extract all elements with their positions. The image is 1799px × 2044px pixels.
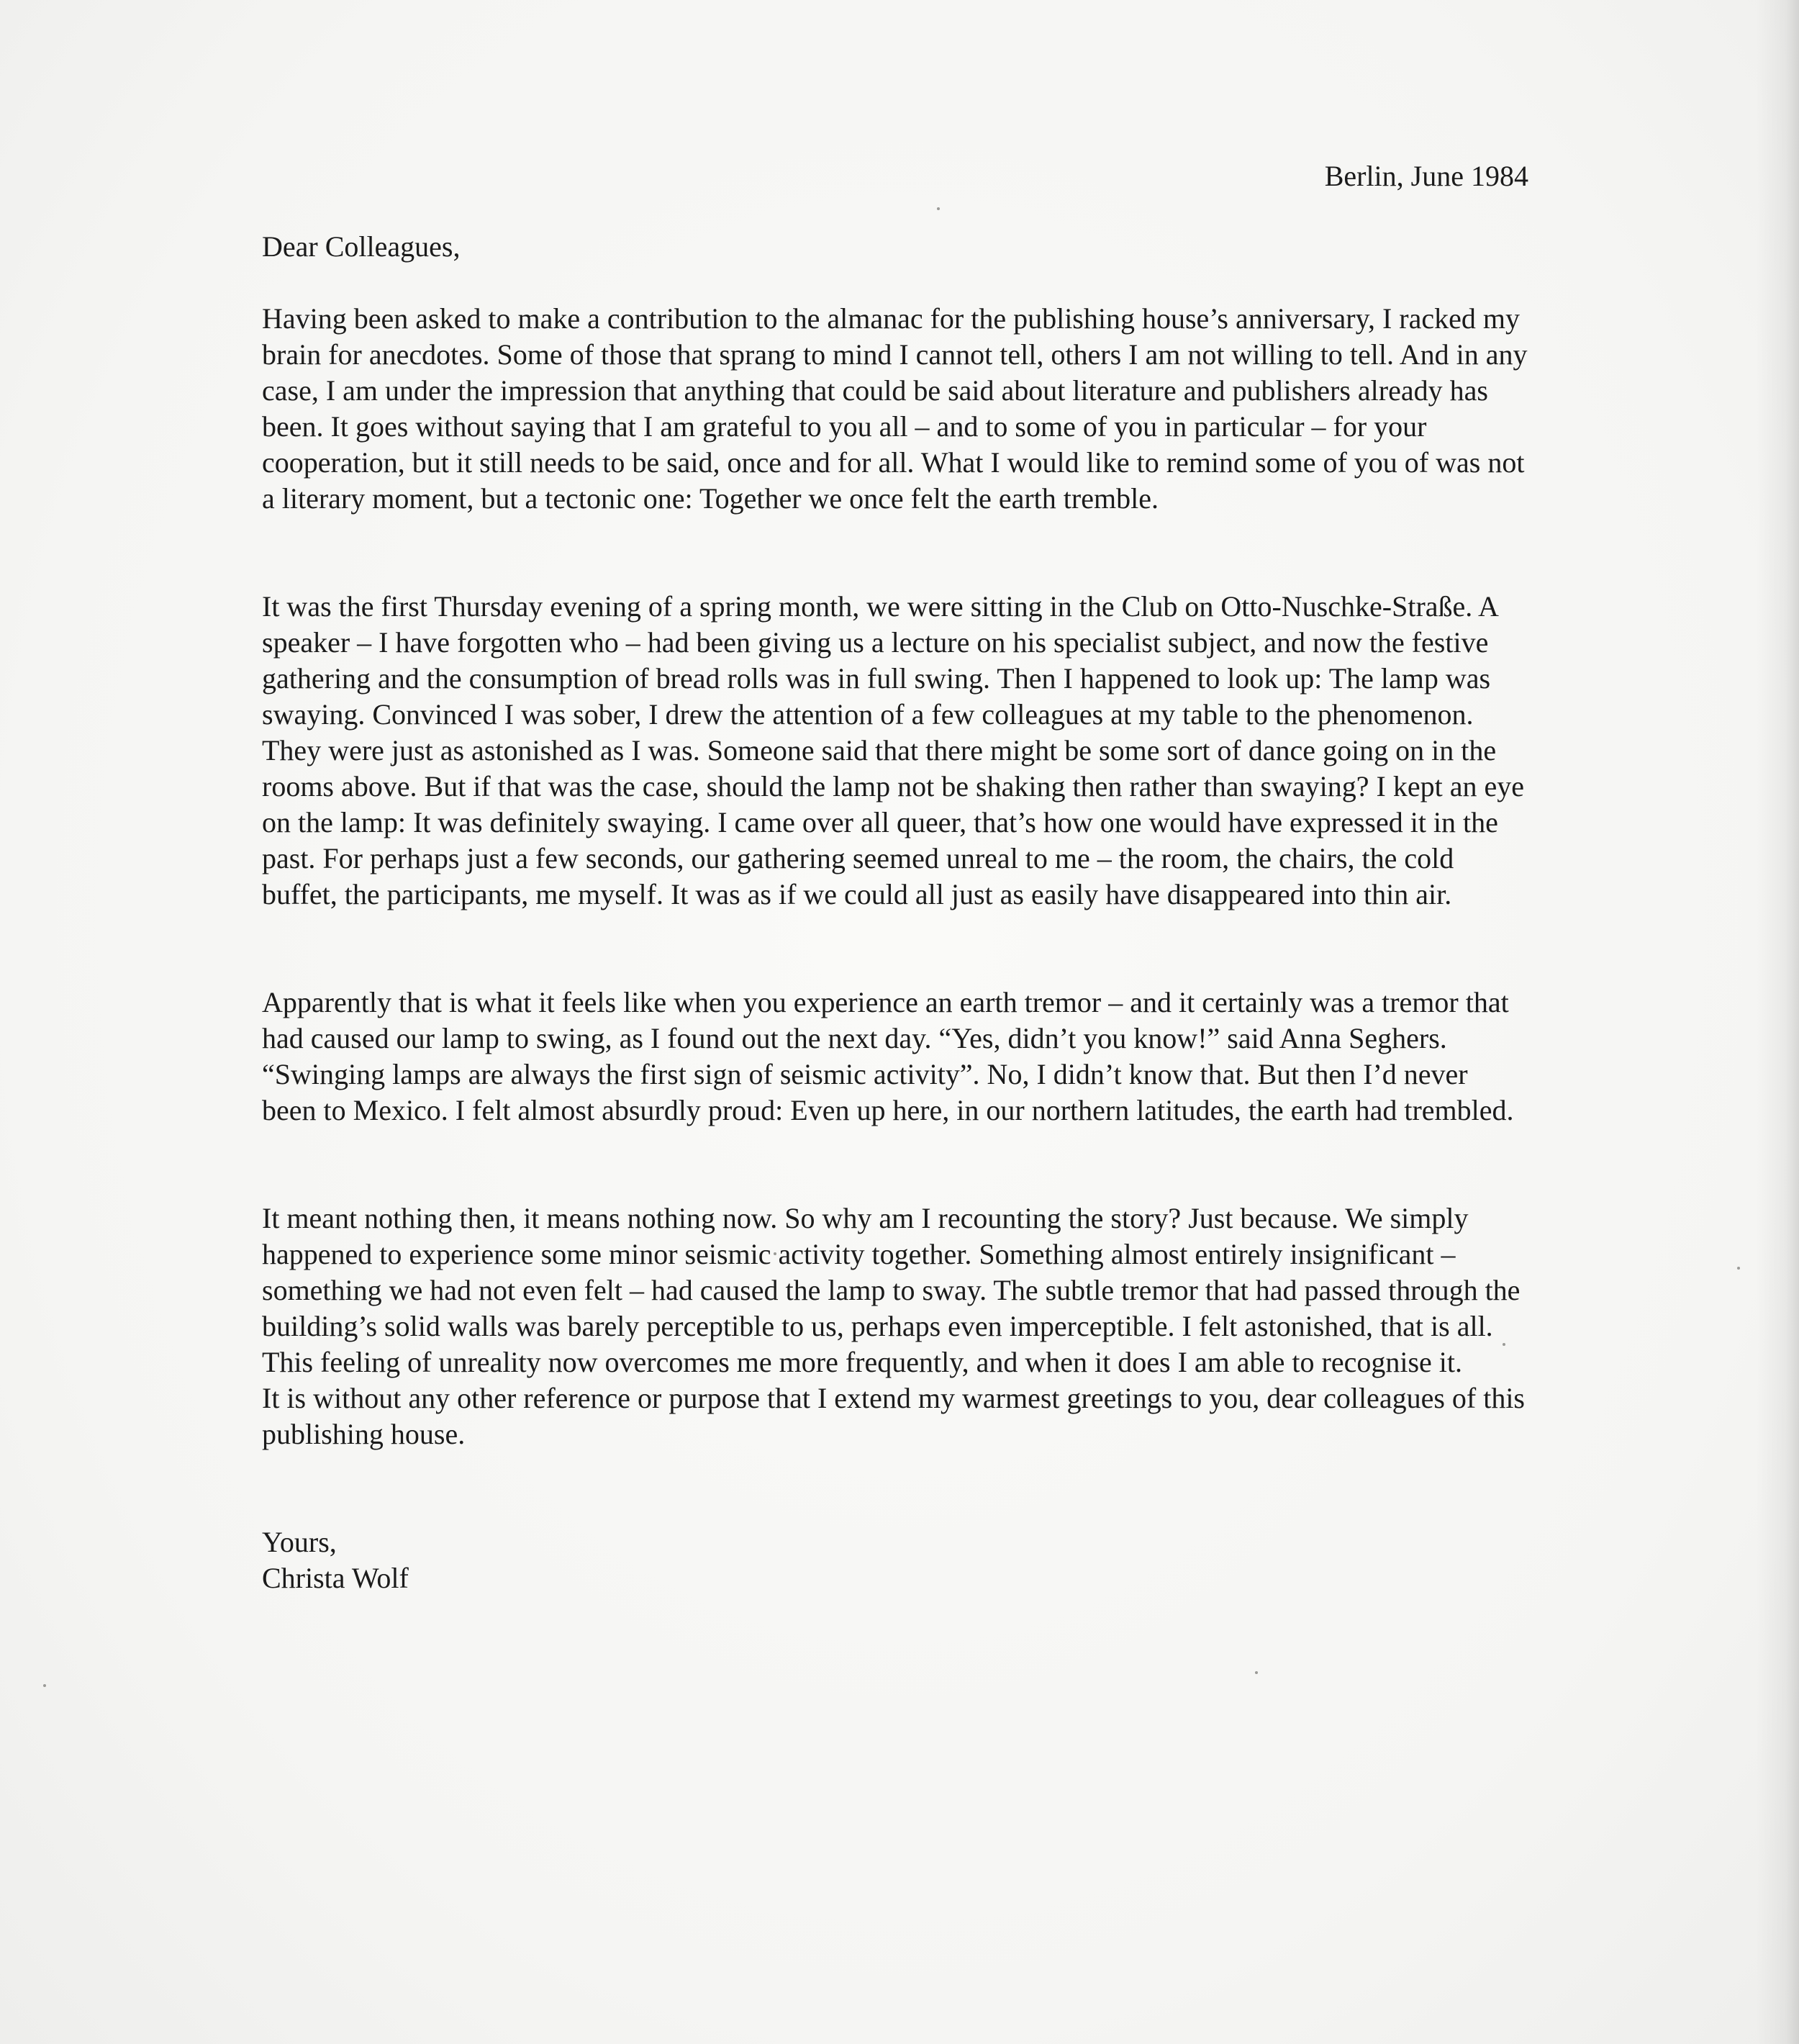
letter-body — [262, 158, 1528, 1596]
signature-name: Christa Wolf — [262, 1562, 409, 1594]
paragraph-1: Having been asked to make a contribution to the almanac for the publishing house’s anniversary, I racked my brain for anecdotes. Some of those that sprang to mind I cannot tell, others I am not willing to tell. And in any case, I am under the impression that anything that could be said about literature and publishers already has been. It goes without saying that I am grateful to you all – and to some of you in particular – for your cooperation, but it still needs to be said, once and for all. What I would like to remind some of you of was not a literary moment, but a tectonic one: Together we once felt the earth tremble. — [262, 302, 1528, 515]
paragraph-gap — [262, 1452, 1528, 1524]
paragraph-gap — [262, 517, 1528, 589]
letter-date: Berlin, June 1984 — [1324, 160, 1528, 192]
scan-speck — [1737, 1267, 1740, 1270]
paragraph-2: It was the first Thursday evening of a spring month, we were sitting in the Club on Otto-Nuschke-Straße. A speaker – I have forgotten who – had been giving us a lecture on his specialist subject, and now the festive gathering and the consumption of bread rolls was in full swing. Then I happened to look up: The lamp was swaying. Convinced I was sober, I drew the attention of a few colleagues at my table to the phenomenon. They were just as astonished as I was. Someone said that there might be some sort of dance going on in the rooms above. But if that was the case, should the lamp not be shaking then rather than swaying? I kept an eye on the lamp: It was definitely swaying. I came over all queer, that’s how one would have expressed it in the past. For perhaps just a few seconds, our gathering seemed unreal to me – the room, the chairs, the cold buffet, the participants, me myself. It was as if we could all just as easily have disappeared into thin air. — [262, 590, 1524, 910]
salutation: Dear Colleagues, — [262, 230, 461, 263]
paragraph-gap — [262, 913, 1528, 985]
paragraph-3: Apparently that is what it feels like when you experience an earth tremor – and it certainly was a tremor that had caused our lamp to swing, as I found out the next day. “Yes, didn’t you know!” said Anna Seghers. “Swinging lamps are always the first sign of seismic activity”. No, I didn’t know that. But then I’d never been to Mexico. I felt almost absurdly proud: Even up here, in our northern latitudes, the earth had trembled. — [262, 986, 1514, 1126]
paragraph-4: It meant nothing then, it means nothing now. So why am I recounting the story? Just because. We simply happened to experience some minor seismic activity together. Something almost entirely insignificant – something we had not even felt – had caused the lamp to sway. The subtle tremor that had passed through the building’s solid walls was barely perceptible to us, perhaps even imperceptible. I felt astonished, that is all. This feeling of unreality now overcomes me more frequently, and when it does I am able to recognise it. — [262, 1202, 1521, 1378]
scan-speck — [1255, 1671, 1258, 1674]
final-greeting-line: It is without any other reference or purpose that I extend my warmest greetings to you, dear colleagues of this publishing house. — [262, 1382, 1525, 1450]
page-edge-shadow — [1756, 0, 1799, 2044]
closing: Yours, — [262, 1526, 337, 1558]
paragraph-gap — [262, 1129, 1528, 1200]
scan-speck — [43, 1684, 46, 1687]
